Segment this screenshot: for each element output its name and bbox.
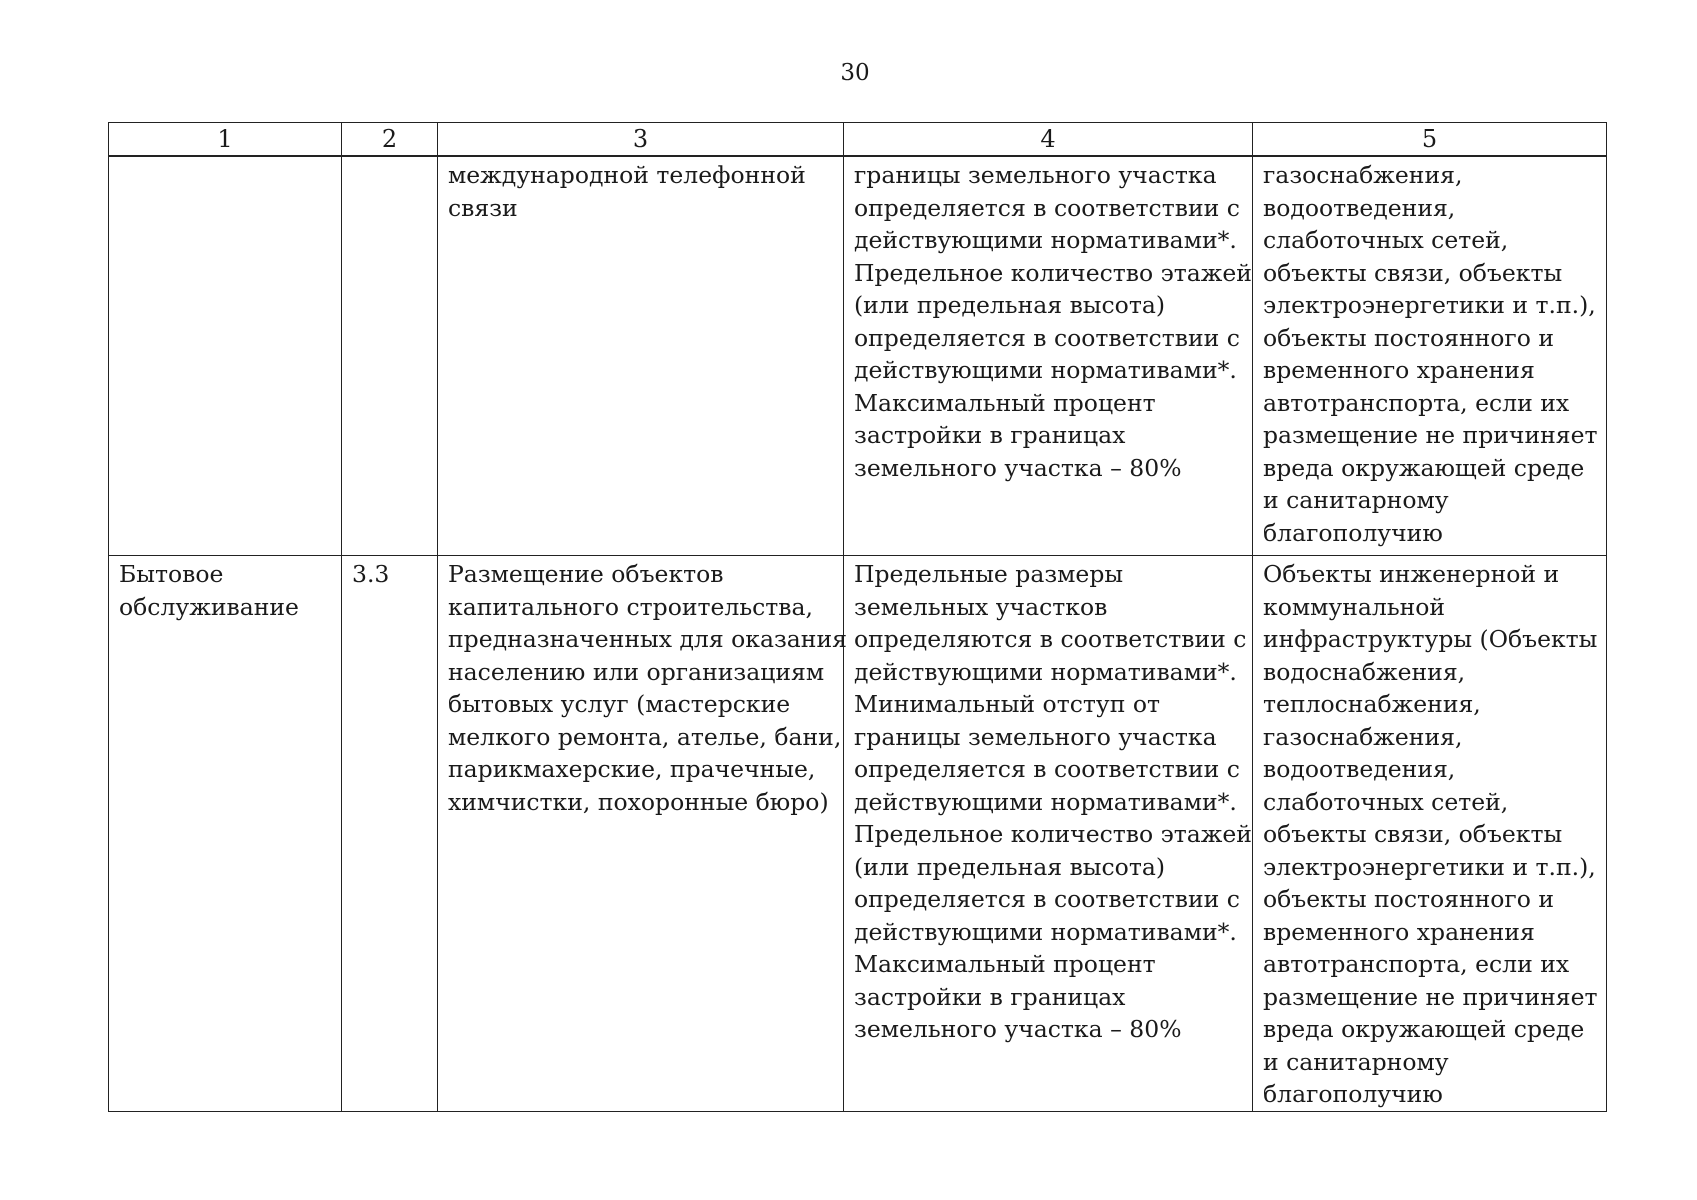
use-type-cell	[109, 156, 342, 556]
cell-text-line: теплоснабжения,	[1263, 690, 1481, 718]
header-cell-1: 1	[109, 123, 342, 157]
cell-text-line: населению или организациям	[448, 657, 825, 686]
cell-text-line: земельного участка – 80%	[854, 453, 1182, 482]
cell-text-line: размещение не причиняет	[1263, 982, 1598, 1011]
table-header-row	[109, 123, 1607, 157]
cell-text-line: Размещение объектов	[448, 560, 724, 588]
use-code-cell	[342, 156, 438, 556]
cell-text-line: водоотведения,	[1263, 755, 1456, 783]
cell-text-line: мелкого ремонта, ателье, бани,	[448, 722, 842, 751]
cell-text-line: бытовых услуг (мастерские	[448, 690, 791, 718]
cell-text-line: водоотведения,	[1263, 193, 1456, 222]
cell-text-line: земельного участка – 80%	[854, 1015, 1182, 1043]
cell-text-line: Максимальный процент	[854, 388, 1156, 417]
cell-text-line: Предельные размеры	[854, 560, 1124, 588]
cell-text-line: вреда окружающей среде	[1263, 1015, 1585, 1043]
cell-text-line: Максимальный процент	[854, 950, 1156, 978]
cell-text-line: Объекты инженерной и	[1263, 560, 1560, 588]
cell-text-line: связи	[448, 193, 518, 222]
cell-text-line: газоснабжения,	[1263, 722, 1463, 751]
cell-text-line: 3.3	[352, 560, 390, 588]
cell-text-line: благополучию	[1263, 1080, 1443, 1108]
auxiliary-uses-cell	[1253, 556, 1607, 1112]
cell-text-line: слаботочных сетей,	[1263, 787, 1509, 816]
cell-text-line: временного хранения	[1263, 356, 1535, 384]
cell-text-line: автотранспорта, если их	[1263, 950, 1570, 978]
cell-text-line: определяются в соответствии с	[854, 625, 1247, 653]
header-cell-3: 3	[438, 123, 844, 157]
cell-text-line: предназначенных для оказания	[448, 625, 847, 653]
cell-text-line: электроэнергетики и т.п.),	[1263, 291, 1596, 319]
cell-text-line: обслуживание	[119, 592, 299, 621]
cell-text-line: Предельное количество этажей	[854, 820, 1252, 848]
cell-text-line: действующими нормативами*.	[854, 657, 1237, 686]
cell-text-line: (или предельная высота)	[854, 291, 1165, 319]
cell-text-line: водоснабжения,	[1263, 657, 1466, 686]
cell-text-line: объекты постоянного и	[1263, 323, 1555, 352]
cell-text-line: Бытовое	[119, 560, 224, 588]
cell-text-line: определяется в соответствии с	[854, 323, 1240, 352]
use-code-cell	[342, 556, 438, 1112]
cell-text-line: и санитарному	[1263, 486, 1449, 514]
cell-text-line: слаботочных сетей,	[1263, 226, 1509, 254]
header-cell-2: 2	[342, 123, 438, 157]
auxiliary-uses-cell	[1253, 156, 1607, 556]
cell-text-line: вреда окружающей среде	[1263, 453, 1585, 482]
cell-text-line: действующими нормативами*.	[854, 787, 1237, 816]
cell-text-line: объекты связи, объекты	[1263, 258, 1563, 287]
cell-text-line: парикмахерские, прачечные,	[448, 755, 816, 783]
cell-text-line: международной телефонной	[448, 161, 806, 189]
cell-text-line: размещение не причиняет	[1263, 421, 1598, 449]
use-description-cell	[438, 556, 847, 1112]
cell-text-line: химчистки, похоронные бюро)	[448, 787, 829, 816]
cell-text-line: благополучию	[1263, 518, 1443, 547]
cell-text-line: временного хранения	[1263, 917, 1535, 946]
cell-text-line: капитального строительства,	[448, 592, 814, 621]
cell-text-line: Предельное количество этажей	[854, 258, 1252, 287]
cell-text-line: объекты постоянного и	[1263, 885, 1555, 913]
cell-text-line: границы земельного участка	[854, 722, 1217, 751]
cell-text-line: застройки в границах	[854, 982, 1126, 1011]
table-row	[109, 156, 1607, 556]
cell-text-line: определяется в соответствии с	[854, 885, 1240, 913]
cell-text-line: коммунальной	[1263, 592, 1446, 621]
cell-text-line: действующими нормативами*.	[854, 356, 1237, 384]
cell-text-line: действующими нормативами*.	[854, 917, 1237, 946]
cell-text-line: и санитарному	[1263, 1047, 1449, 1076]
cell-text-line: (или предельная высота)	[854, 852, 1165, 881]
parameters-cell	[844, 556, 1253, 1112]
cell-text-line: автотранспорта, если их	[1263, 388, 1570, 417]
header-cell-5: 5	[1253, 123, 1607, 157]
cell-text-line: объекты связи, объекты	[1263, 820, 1563, 848]
cell-text-line: газоснабжения,	[1263, 161, 1463, 189]
cell-text-line: застройки в границах	[854, 421, 1126, 449]
cell-text-line: Минимальный отступ от	[854, 690, 1160, 718]
page-number: 30	[840, 60, 870, 86]
use-type-cell	[109, 556, 342, 1112]
cell-text-line: электроэнергетики и т.п.),	[1263, 852, 1596, 881]
cell-text-line: инфраструктуры (Объекты	[1263, 625, 1598, 653]
cell-text-line: земельных участков	[854, 592, 1108, 621]
header-cell-4: 4	[844, 123, 1253, 157]
land-use-table	[108, 122, 1607, 1112]
parameters-cell	[844, 156, 1253, 556]
cell-text-line: действующими нормативами*.	[854, 226, 1237, 254]
cell-text-line: определяется в соответствии с	[854, 193, 1240, 222]
table-row	[109, 556, 1607, 1112]
cell-text-line: границы земельного участка	[854, 161, 1217, 189]
use-description-cell	[438, 156, 844, 556]
cell-text-line: определяется в соответствии с	[854, 755, 1240, 783]
